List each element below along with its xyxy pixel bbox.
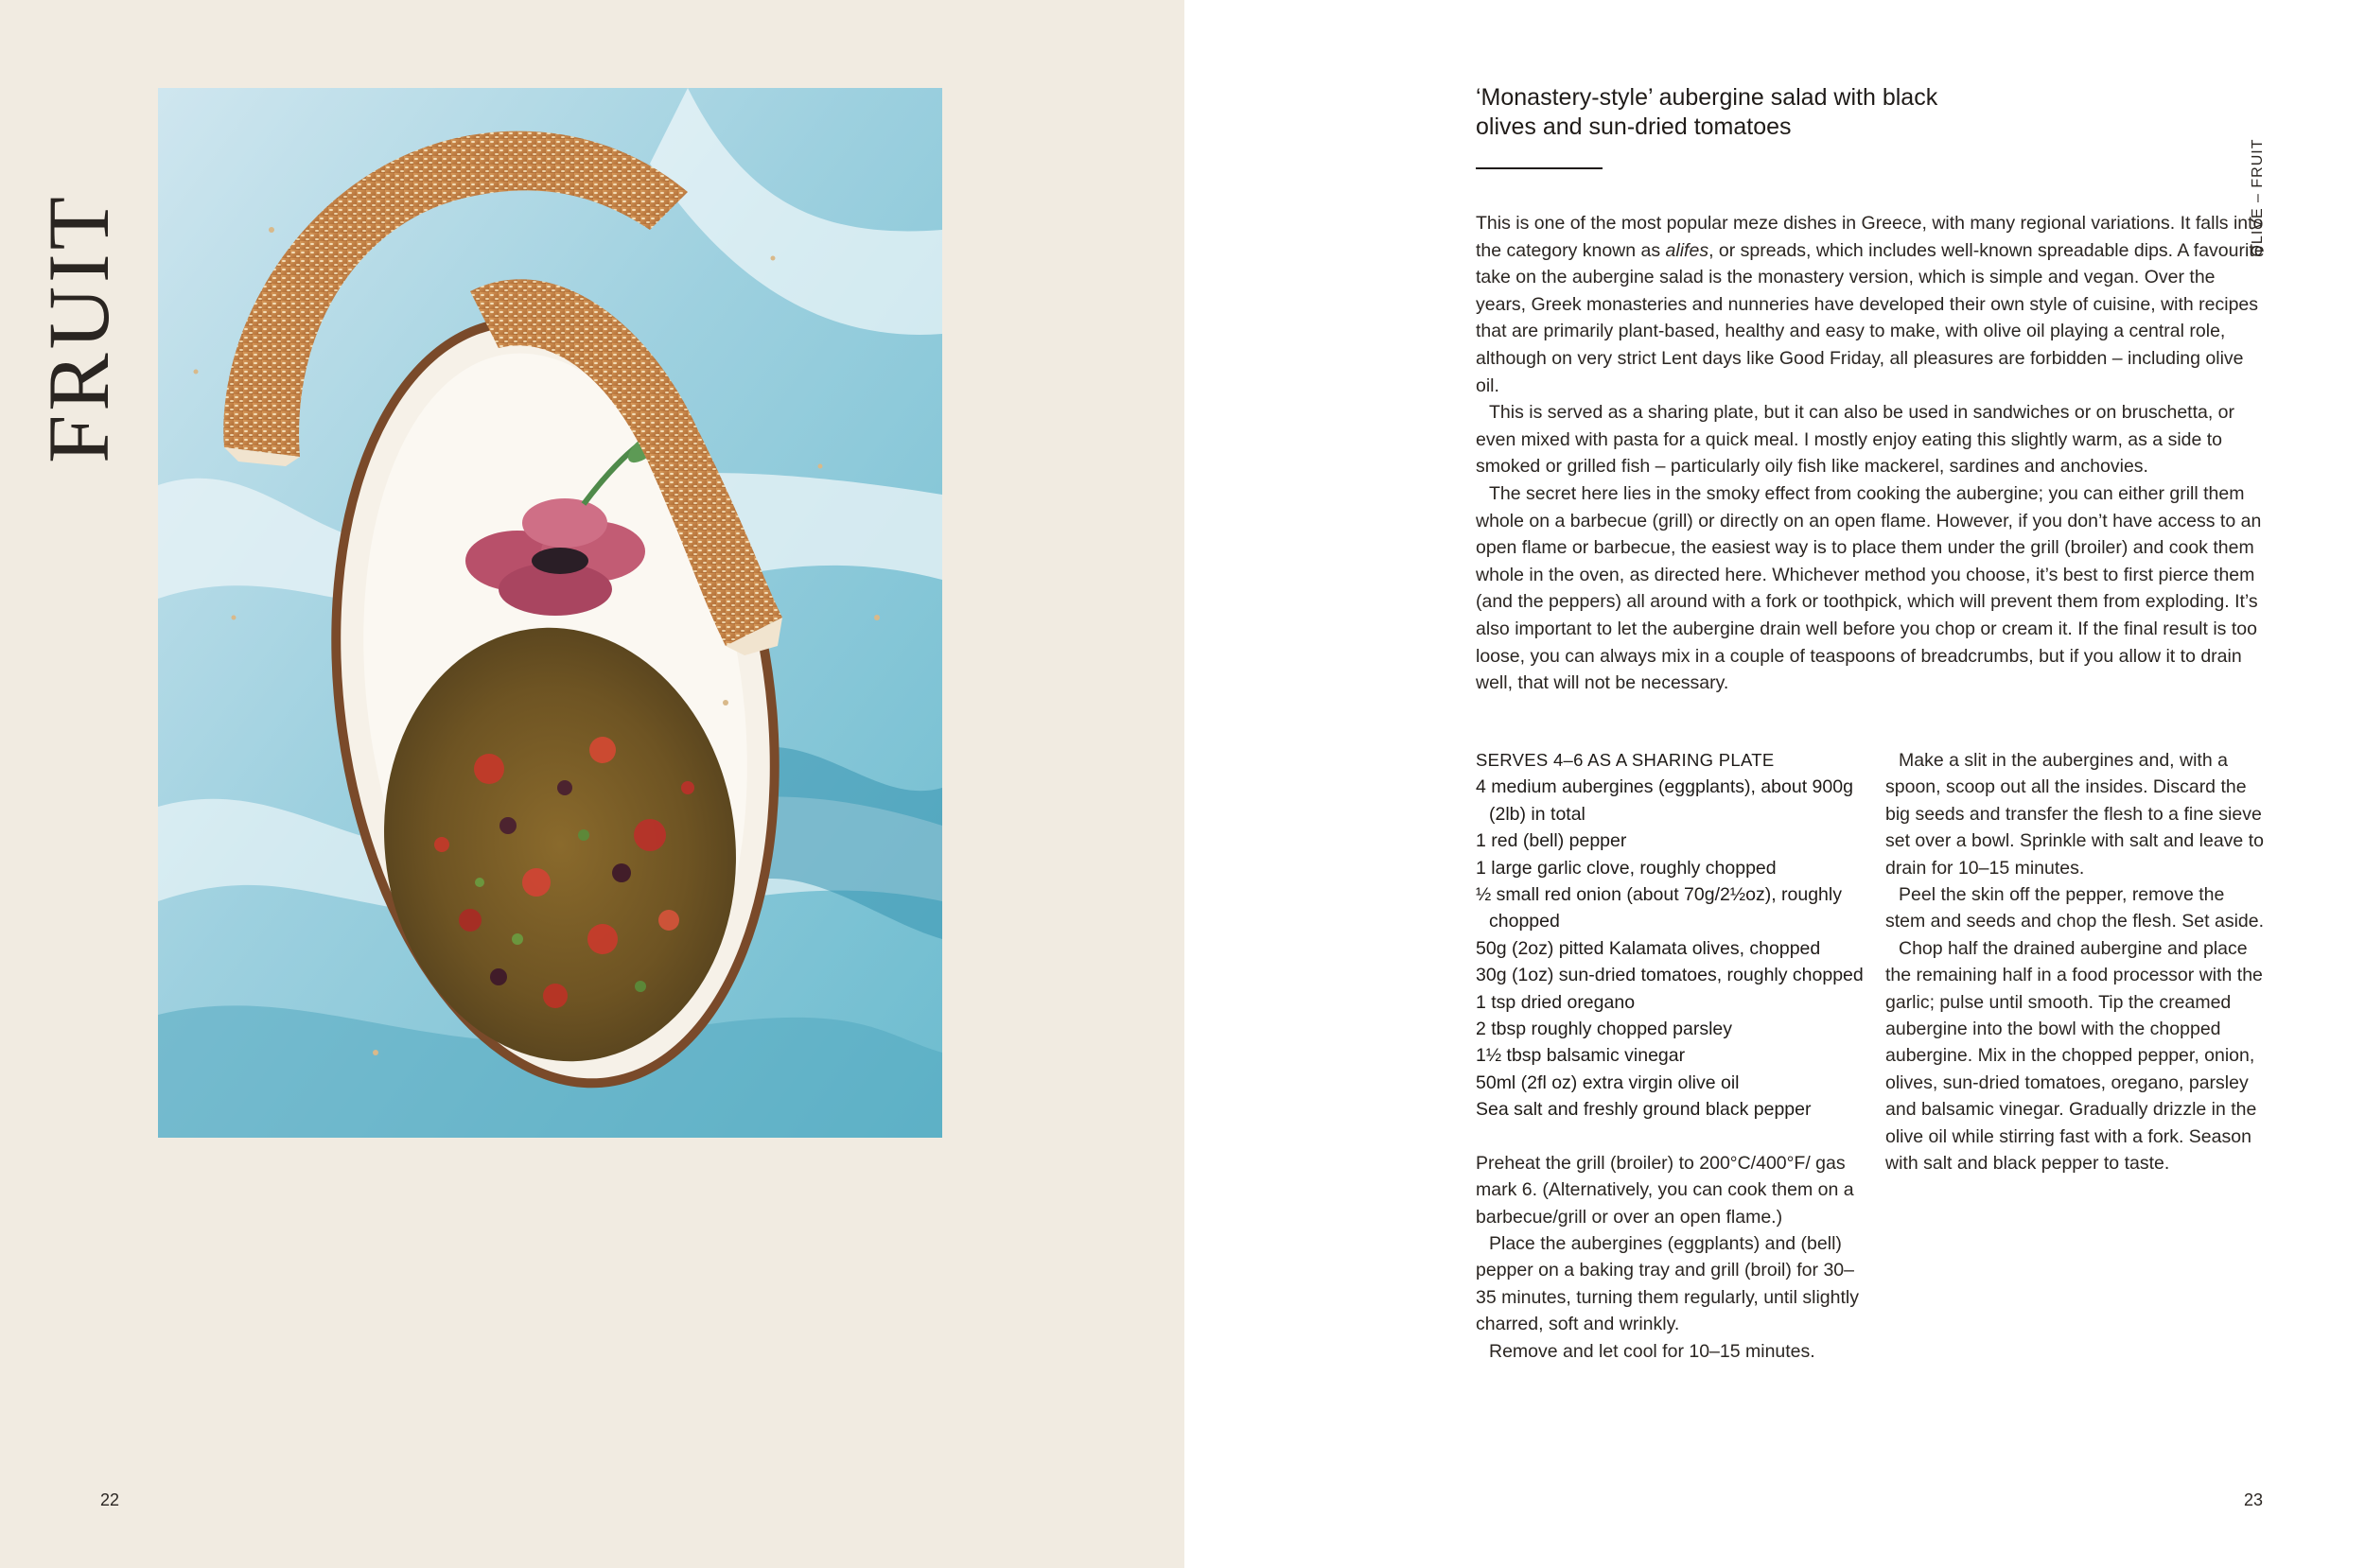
- page-number-right: 23: [2244, 1490, 2264, 1509]
- ingredient-item: 1½ tbsp balsamic vinegar: [1476, 1045, 1686, 1067]
- method-steps-left: [1476, 1150, 1868, 1365]
- running-head: OLIVE – FRUIT: [2250, 138, 2266, 257]
- ingredient-item: 50g (2oz) pitted Kalamata olives, chopped: [1476, 937, 1821, 959]
- method-step: Preheat the grill (broiler) to 200°C/400°F/ gas mark 6. (Alternatively, you can cook them on a barbecue/grill or over an open flame.): [1476, 1152, 1854, 1228]
- method-steps-right: [1885, 747, 2269, 1177]
- ingredient-item: 30g (1oz) sun-dried tomatoes, roughly chopped: [1476, 965, 1864, 986]
- section-title-text: FRUIT: [30, 193, 127, 463]
- ingredient-item: 1 red (bell) pepper: [1476, 830, 1627, 852]
- ingredient-item: 50ml (2fl oz) extra virgin olive oil: [1476, 1071, 1740, 1093]
- method-step: Chop half the drained aubergine and place the remaining half in a food processor with the garlic; pulse until smooth. Tip the creamed aubergine into the bowl with the chopped aubergine. Mix in the chopped pepper, onion, olives, sun-dried tomatoes, oregano, parsley and balsamic vinegar. Gradually drizzle in the olive oil while stirring fast with a fork. Season with salt and black pepper to taste.: [1885, 937, 2263, 1175]
- recipe-title: ‘Monastery-style’ aubergine salad with black olives and sun-dried tomatoes: [1476, 84, 1938, 140]
- section-title: [30, 193, 127, 463]
- ingredient-item: 2 tbsp roughly chopped parsley: [1476, 1019, 1733, 1040]
- recipe-introduction: [1476, 210, 2266, 697]
- intro-paragraph: The secret here lies in the smoky effect from cooking the aubergine; you can either grill them whole on a barbecue (grill) or directly on an open flame. However, if you don’t have access to an open flame or barbecue, the easiest way is to place them under the grill (broiler) and cook them whole in the oven, as directed here. Whichever method you choose, it’s best to first pierce them (and the peppers) all around with a fork or toothpick, which will prevent them from exploding. It’s also important to let the aubergine drain well before you chop or cream it. If the final result is too loose, you can always mix in a couple of teaspoons of breadcrumbs, but if you allow it to drain well, that will not be necessary.: [1476, 482, 2262, 694]
- recipe-photo: [158, 88, 942, 1138]
- serves-label: SERVES 4–6 AS A SHARING PLATE: [1476, 750, 1775, 770]
- ingredient-item: 1 large garlic clove, roughly chopped: [1476, 857, 1777, 879]
- title-rule: [1476, 167, 1603, 169]
- italic-term: alifes: [1665, 239, 1709, 261]
- ingredient-item: ½ small red onion (about 70g/2½oz), roughly chopped: [1476, 884, 1842, 932]
- recipe-photo-image: [158, 88, 942, 1138]
- recipe-left-column: [1476, 747, 1868, 1365]
- page-number-left: 22: [100, 1490, 120, 1509]
- method-step: Place the aubergines (eggplants) and (bell) pepper on a baking tray and grill (broil) for 30–35 minutes, turning them regularly, until slightly charred, soft and wrinkly.: [1476, 1232, 1859, 1335]
- ingredient-item: 4 medium aubergines (eggplants), about 900g (2lb) in total: [1476, 776, 1853, 825]
- intro-paragraph: This is one of the most popular meze dishes in Greece, with many regional variations. It falls into the category known as alifes, or spreads, which includes well-known spreadable dips. A favourite take on the aubergine salad is the monastery version, which is simple and vegan. Over the years, Greek monasteries and nunneries have developed their own style of cuisine, with recipes that are primarily plant-based, healthy and easy to make, with olive oil playing a central role, although on very strict Lent days like Good Friday, all pleasures are forbidden – including olive oil.: [1476, 213, 2265, 396]
- method-step: Remove and let cool for 10–15 minutes.: [1489, 1340, 1815, 1362]
- intro-paragraph: This is served as a sharing plate, but it can also be used in sandwiches or on bruschetta, or even mixed with pasta for a quick meal. I mostly enjoy eating this slightly warm, as a side to smoked or grilled fish – particularly oily fish like mackerel, sardines and anchovies.: [1476, 402, 2235, 478]
- ingredient-list: [1476, 774, 1868, 1123]
- ingredient-item: Sea salt and freshly ground black pepper: [1476, 1099, 1812, 1121]
- method-step: Make a slit in the aubergines and, with a spoon, scoop out all the insides. Discard the big seeds and transfer the flesh to a fine sieve set over a bowl. Sprinkle with salt and leave to drain for 10–15 minutes.: [1885, 750, 2264, 879]
- ingredient-item: 1 tsp dried oregano: [1476, 991, 1636, 1013]
- method-step: Peel the skin off the pepper, remove the stem and seeds and chop the flesh. Set aside.: [1885, 884, 2265, 932]
